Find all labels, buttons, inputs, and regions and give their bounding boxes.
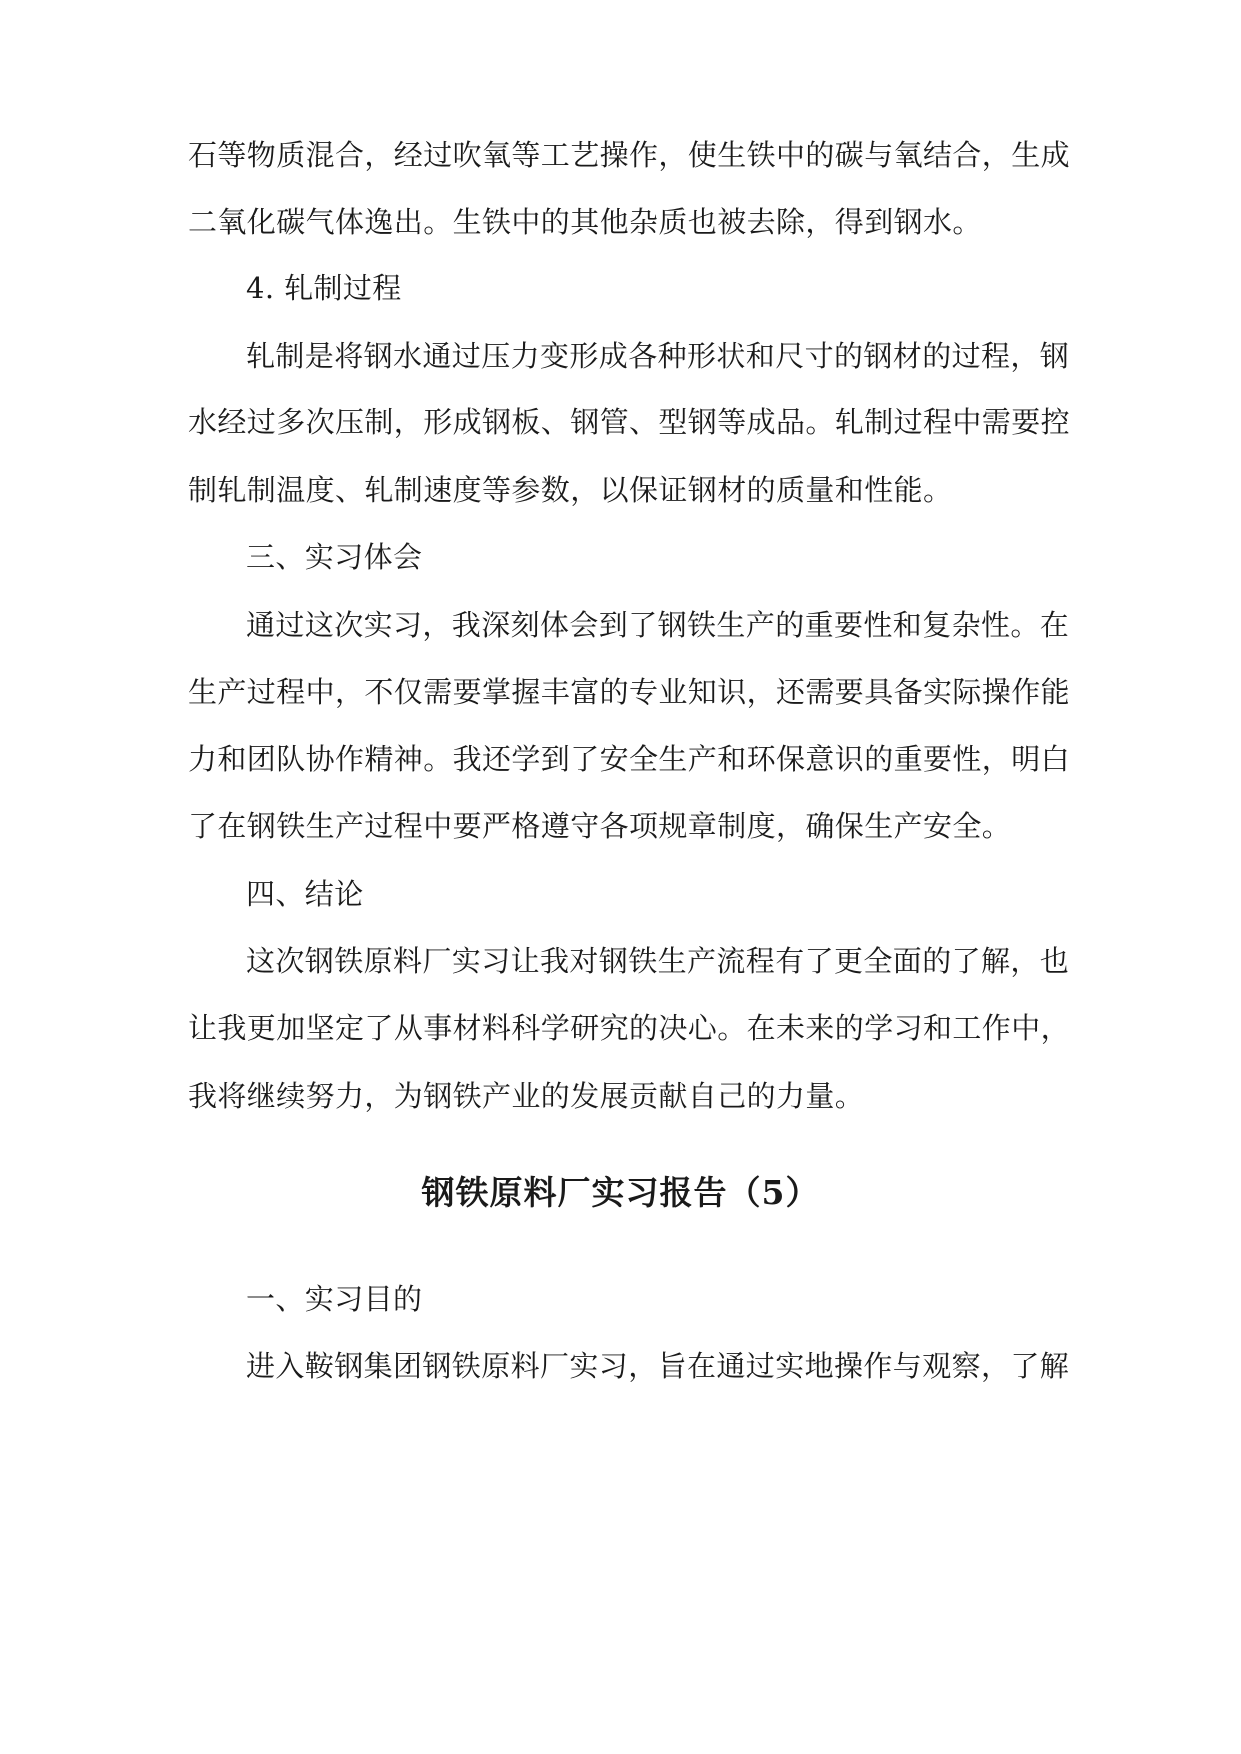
body-text-line: 通过这次实习，我深刻体会到了钢铁生产的重要性和复杂性。在 (246, 608, 1070, 642)
section-heading: 三、实习体会 (246, 540, 423, 574)
subsection-heading: 4. 轧制过程 (246, 271, 402, 305)
body-text-line: 这次钢铁原料厂实习让我对钢铁生产流程有了更全面的了解，也 (246, 944, 1070, 978)
body-text-line: 二氧化碳气体逸出。生铁中的其他杂质也被去除，得到钢水。 (188, 205, 982, 239)
body-text-line: 让我更加坚定了从事材料科学研究的决心。在未来的学习和工作中， (188, 1011, 1071, 1045)
body-text-line: 了在钢铁生产过程中要严格遵守各项规章制度，确保生产安全。 (188, 809, 1012, 843)
section-heading: 一、实习目的 (246, 1282, 423, 1316)
body-text-line: 制轧制温度、轧制速度等参数，以保证钢材的质量和性能。 (188, 473, 953, 507)
body-text-line: 石等物质混合，经过吹氧等工艺操作，使生铁中的碳与氧结合，生成 (188, 138, 1071, 172)
report-title: 钢铁原料厂实习报告（5） (421, 1173, 820, 1212)
body-text-line: 生产过程中，不仅需要掌握丰富的专业知识，还需要具备实际操作能 (188, 675, 1071, 709)
body-text-line: 我将继续努力，为钢铁产业的发展贡献自己的力量。 (188, 1079, 865, 1113)
body-text-line: 力和团队协作精神。我还学到了安全生产和环保意识的重要性，明白 (188, 742, 1071, 776)
body-text-line: 水经过多次压制，形成钢板、钢管、型钢等成品。轧制过程中需要控 (188, 405, 1071, 439)
body-text-line: 轧制是将钢水通过压力变形成各种形状和尺寸的钢材的过程，钢 (246, 339, 1070, 373)
section-heading: 四、结论 (246, 877, 364, 911)
body-text-line: 进入鞍钢集团钢铁原料厂实习，旨在通过实地操作与观察，了解 (246, 1349, 1070, 1383)
